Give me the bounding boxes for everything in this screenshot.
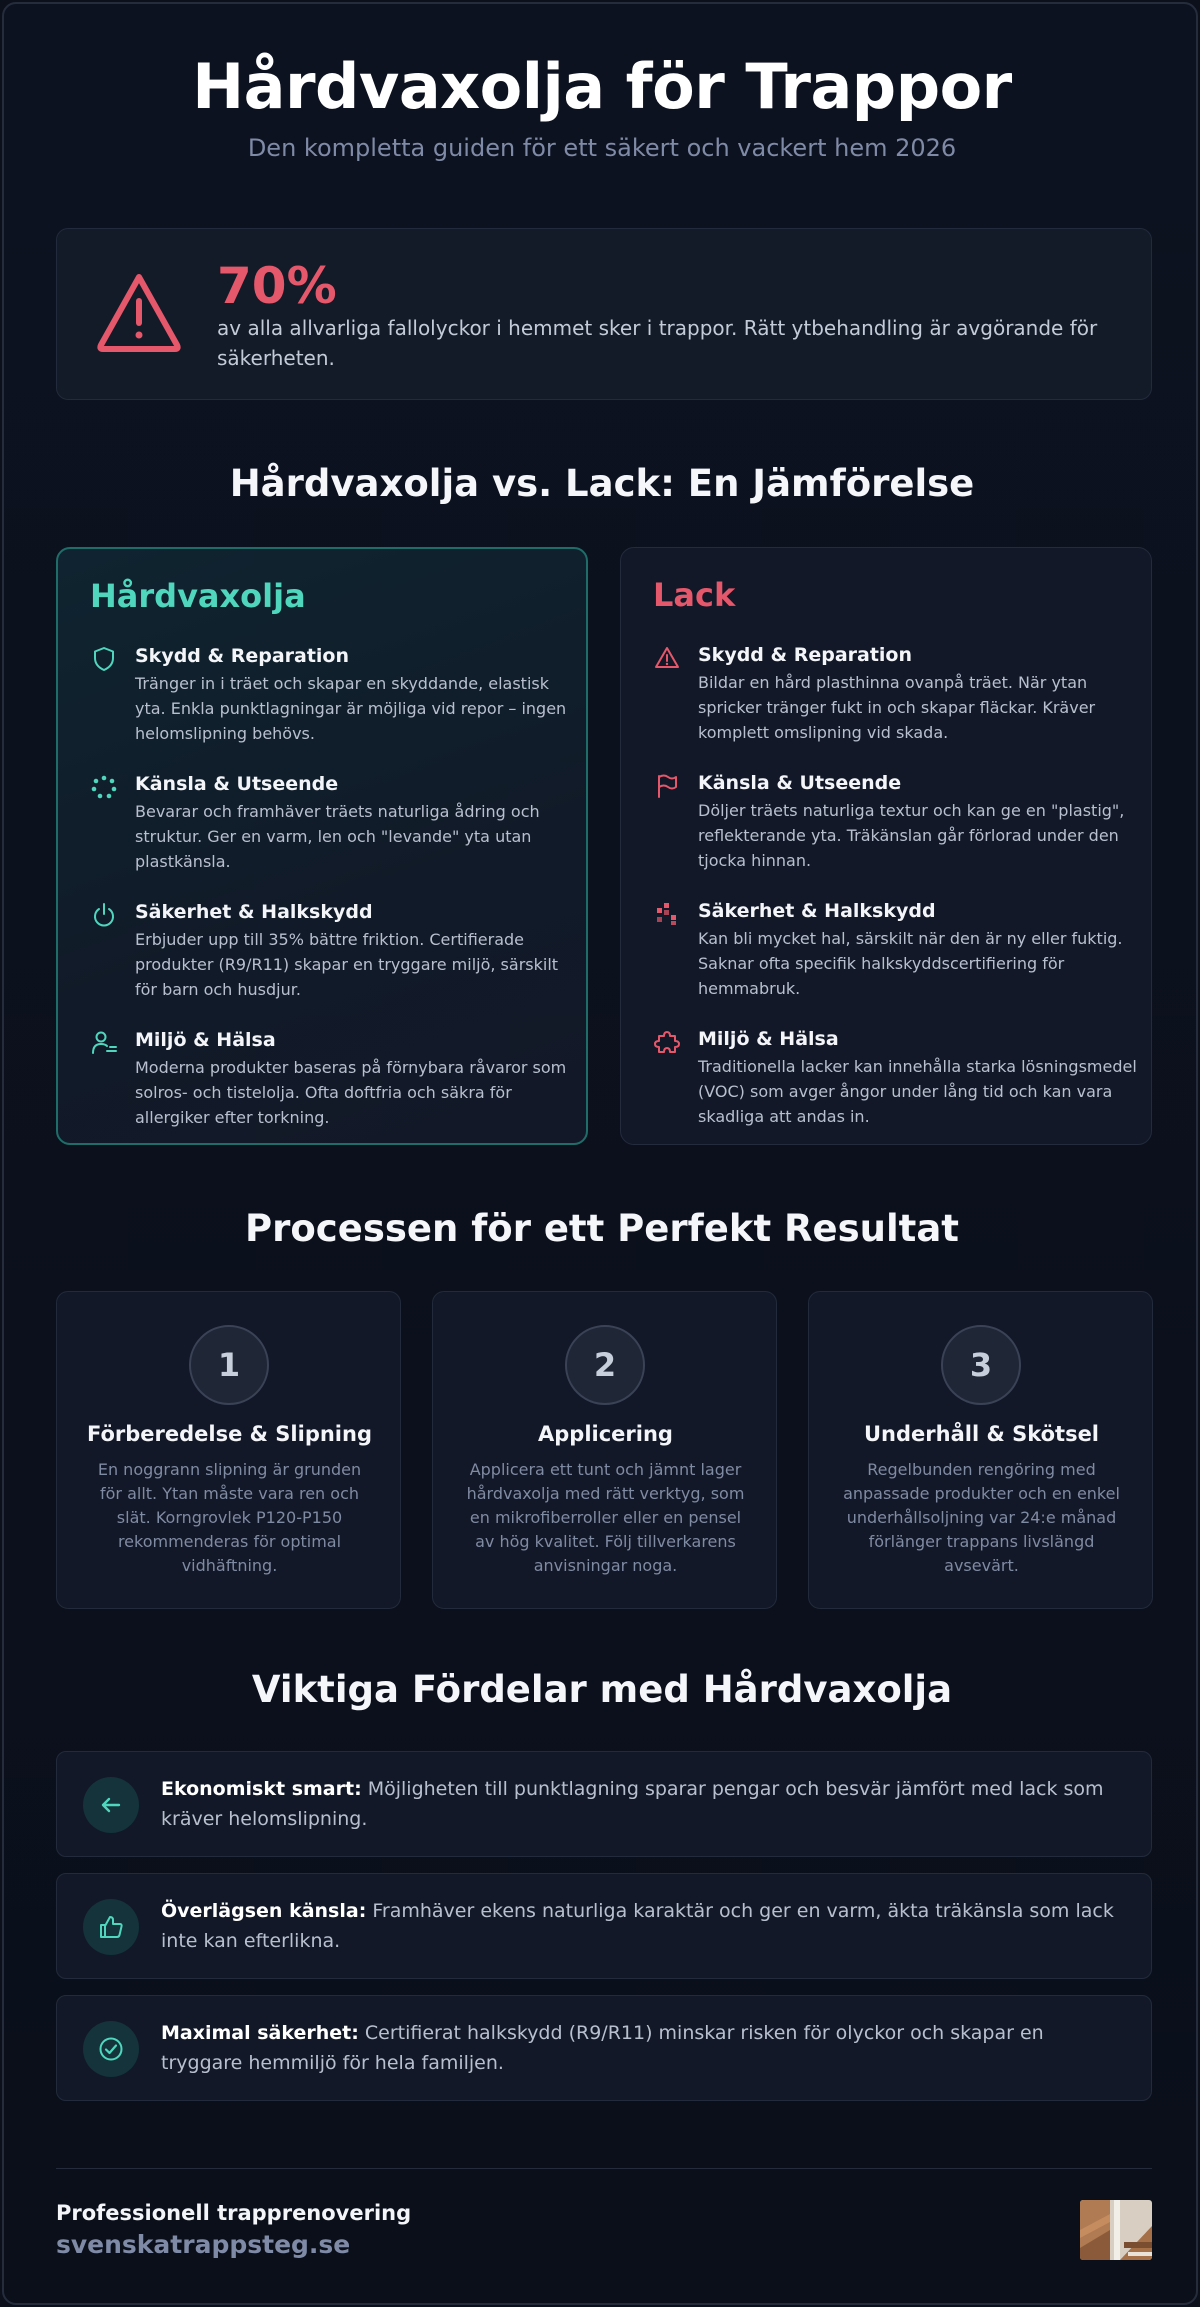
benefit-bold: Överlägsen känsla:	[161, 1900, 367, 1922]
warning-triangle-icon	[95, 269, 183, 357]
step-text: Regelbunden rengöring med anpassade produkter och en enkel underhållsoljning var 24:e månad förlänger trappans livslängd avsevärt.	[843, 1460, 1120, 1575]
step-number: 3	[941, 1325, 1021, 1405]
feature-text: Kan bli mycket hal, särskilt när den är ny eller fuktig. Saknar ofta specifik halkskyddscertifiering för hemmabruk.	[698, 929, 1123, 998]
feature-text: Traditionella lacker kan innehålla starka lösningsmedel (VOC) som avger ångor under lång tid och kan vara skadliga att andas in.	[698, 1057, 1137, 1126]
power-icon	[90, 901, 118, 929]
benefit-desc: Framhäver ekens naturliga karaktär och ger en varm, äkta träkänsla som lack inte kan efterlikna.	[161, 1900, 1114, 1952]
step-title: Underhåll & Skötsel	[863, 1422, 1100, 1446]
dots-grid-icon	[90, 773, 118, 801]
feature-title: Miljö & Hälsa	[698, 1028, 839, 1050]
feature-text: Erbjuder upp till 35% bättre friktion. Certifierade produkter (R9/R11) skapar en tryggare miljö, särskilt för barn och husdjur.	[135, 930, 559, 999]
warning-icon	[653, 644, 681, 672]
feature-title: Känsla & Utseende	[698, 772, 902, 794]
benefit-desc: Certifierat halkskydd (R9/R11) minskar risken för olyckor och skapar en tryggare hemmiljö för hela familjen.	[161, 2022, 1044, 2074]
feature-title: Skydd & Reparation	[135, 645, 350, 667]
benefits-heading: Viktiga Fördelar med Hårdvaxolja	[251, 1668, 953, 1711]
benefit-text	[161, 2018, 1131, 2078]
benefit-item	[56, 1995, 1152, 2101]
feature-title: Känsla & Utseende	[135, 773, 339, 795]
infographic-frame	[2, 2, 1198, 2305]
footer-divider	[56, 2168, 1152, 2169]
feature-text: Bevarar och framhäver träets naturliga ådring och struktur. Ger en varm, len och "levande" yta utan plastkänsla.	[135, 802, 540, 871]
check-circle-icon	[83, 2021, 139, 2077]
feature-text: Tränger in i träet och skapar en skyddande, elastisk yta. Enkla punktlagningar är möjliga vid repor – ingen helomslipning behövs.	[135, 674, 567, 743]
thumbs-up-icon	[83, 1899, 139, 1955]
benefit-bold: Maximal säkerhet:	[161, 2022, 359, 2044]
benefit-item	[56, 1873, 1152, 1979]
puzzle-icon	[653, 1028, 681, 1056]
feature-title: Säkerhet & Halkskydd	[698, 900, 936, 922]
step-number: 2	[565, 1325, 645, 1405]
pixel-cluster-icon	[653, 900, 681, 928]
step-title: Applicering	[538, 1422, 673, 1446]
step-text: Applicera ett tunt och jämnt lager hårdvaxolja med rätt verktyg, som en mikrofiberroller eller en pensel av hög kvalitet. Följ tillverkarens anvisningar noga.	[466, 1460, 745, 1575]
benefit-item	[56, 1751, 1152, 1857]
user-leaf-icon	[90, 1029, 118, 1057]
process-step	[808, 1291, 1153, 1609]
lack-title: Lack	[653, 576, 736, 614]
alert-stat: 70%	[217, 257, 337, 315]
feature-title: Skydd & Reparation	[698, 644, 913, 666]
step-title: Förberedelse & Slipning	[87, 1422, 372, 1446]
benefit-desc: Möjligheten till punktlagning sparar pengar och besvär jämfört med lack som kräver helomslipning.	[161, 1778, 1104, 1830]
process-step	[56, 1291, 401, 1609]
step-number: 1	[189, 1325, 269, 1405]
page-subtitle: Den kompletta guiden för ett säkert och vackert hem 2026	[247, 134, 957, 162]
step-text: En noggrann slipning är grunden för allt. Ytan måste vara ren och slät. Korngrovlek P120-P150 rekommenderas för optimal vidhäftning.	[97, 1460, 362, 1575]
feature-text: Bildar en hård plasthinna ovanpå träet. När ytan spricker tränger fukt in och skapar fläckar. Kräver komplett omslipning vid skada.	[698, 673, 1096, 742]
feature-title: Miljö & Hälsa	[135, 1029, 276, 1051]
alert-text: av alla allvarliga fallolyckor i hemmet sker i trappor. Rätt ytbehandling är avgörande för säkerheten.	[217, 316, 1098, 370]
benefit-bold: Ekonomiskt smart:	[161, 1778, 362, 1800]
alert-box	[56, 228, 1152, 400]
shield-icon	[90, 645, 118, 673]
staircase-thumbnail	[1080, 2200, 1152, 2260]
flag-icon	[653, 772, 681, 800]
hardvaxolja-card	[56, 547, 588, 1145]
arrow-left-icon	[83, 1777, 139, 1833]
comparison-heading: Hårdvaxolja vs. Lack: En Jämförelse	[229, 462, 975, 505]
hardvaxolja-title: Hårdvaxolja	[90, 577, 306, 615]
process-heading: Processen för ett Perfekt Resultat	[245, 1207, 959, 1250]
page-title: Hårdvaxolja för Trappor	[192, 50, 1012, 123]
feature-title: Säkerhet & Halkskydd	[135, 901, 373, 923]
benefit-text	[161, 1774, 1131, 1834]
benefit-text	[161, 1896, 1131, 1956]
lack-card	[620, 547, 1152, 1145]
process-step	[432, 1291, 777, 1609]
feature-text: Döljer träets naturliga textur och kan ge en "plastig", reflekterande yta. Träkänslan går förlorad under den tjocka hinnan.	[698, 801, 1125, 870]
feature-text: Moderna produkter baseras på förnybara råvaror som solros- och tistelolja. Ofta doftfria och säkra för allergiker efter torkning.	[135, 1058, 567, 1127]
footer-site-link[interactable]: svenskatrappsteg.se	[56, 2230, 351, 2259]
footer-tagline: Professionell trapprenovering	[56, 2201, 412, 2225]
